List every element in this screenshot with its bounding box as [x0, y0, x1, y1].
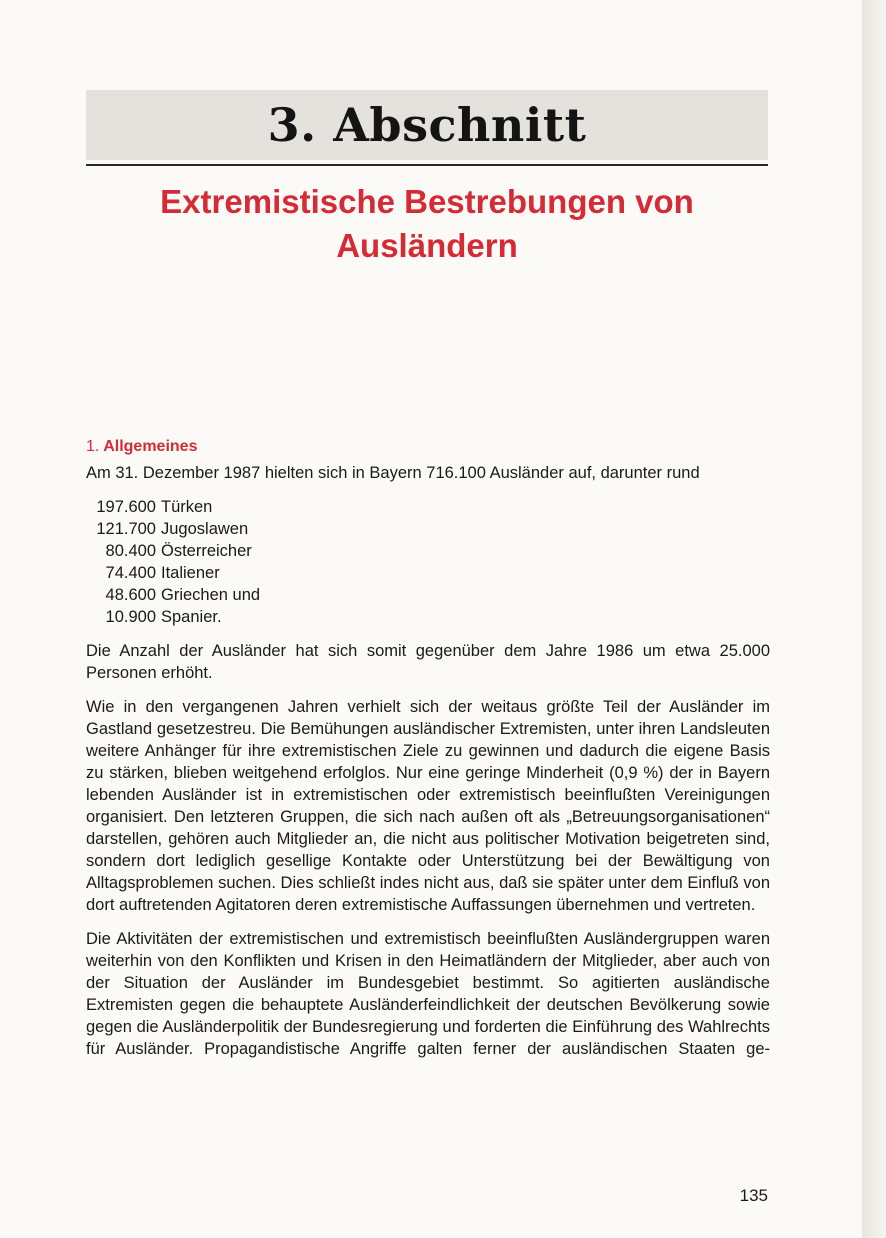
- paragraph-activities: Die Aktivitäten der extremistischen und extremistisch beeinflußten Ausländergruppen waren weiterhin von den Konflikten und Krisen in den Heimatländern der Mitglieder, aber auch von der Situation der Ausländer im Bundesgebiet bestimmt. So agitierten ausländische Extremisten gegen die behauptete Ausländerfeindlichkeit der deutschen Bevölkerung sowie gegen die Ausländerpolitik der Bundesregierung und forderten die Einführung des Wahlrechts für Ausländer. Propagandistische Angriffe galten ferner der ausländischen Staaten ge-: [86, 930, 770, 1058]
- title-rule: [86, 164, 768, 166]
- population-list: [86, 496, 770, 628]
- paragraph-extremist-minority: Wie in den vergangenen Jahren verhielt sich der weitaus größte Teil der Ausländer im Gastland gesetzestreu. Die Bemühungen ausländischer Extremisten, unter ihren Landsleuten weitere Anhänger für ihre extremistischen Ziele zu gewinnen und dadurch die eigene Basis zu stärken, blieben weitgehend erfolglos. Nur eine geringe Minderheit (0,9 %) der in Bayern lebenden Ausländer ist in extremistischen oder extremistisch beeinflußten Vereinigungen organisiert. Den letzteren Gruppen, die sich nach außen oft als „Betreuungsorganisationen“ darstellen, gehören auch Mitglieder an, die nicht aus politischer Motivation beigetreten sind, sondern dort lediglich gesellige Kontakte oder Unterstützung bei der Bewältigung von Alltagsproblemen suchen. Dies schließt indes nicht aus, daß sie später unter dem Einfluß von dort auftretenden Agitatoren deren extremistische Auffassungen übernehmen und vertreten.: [86, 698, 770, 914]
- population-row: [86, 496, 770, 518]
- population-group: Spanier.: [161, 608, 222, 626]
- population-group: Österreicher: [161, 542, 252, 560]
- subsection-heading: [86, 436, 770, 458]
- body-text: [86, 436, 770, 1072]
- paragraph-population-change: Die Anzahl der Ausländer hat sich somit gegenüber dem Jahre 1986 um etwa 25.000 Personen erhöht.: [86, 642, 770, 682]
- population-row: [86, 606, 770, 628]
- population-count: 121.700: [96, 520, 156, 538]
- page-edge-shadow: [862, 0, 886, 1238]
- population-group: Jugoslawen: [161, 520, 249, 538]
- subsection-number: 1.: [86, 438, 100, 455]
- section-title: 3. Abschnitt: [267, 98, 587, 152]
- population-group: Griechen und: [161, 586, 261, 604]
- chapter-title: [86, 180, 768, 268]
- population-row: [86, 584, 770, 606]
- population-row: [86, 562, 770, 584]
- intro-paragraph: Am 31. Dezember 1987 hielten sich in Bayern 716.100 Ausländer auf, darunter rund: [86, 464, 700, 482]
- population-count: 80.400: [105, 542, 156, 560]
- population-row: [86, 518, 770, 540]
- population-count: 10.900: [105, 608, 156, 626]
- page-number: 135: [739, 1186, 768, 1205]
- population-group: Türken: [161, 498, 213, 516]
- chapter-title-line-1: Extremistische Bestrebungen von: [160, 183, 694, 220]
- population-count: 197.600: [96, 498, 156, 516]
- population-group: Italiener: [161, 564, 220, 582]
- population-count: 74.400: [105, 564, 156, 582]
- chapter-title-line-2: Ausländern: [336, 227, 518, 264]
- population-count: 48.600: [105, 586, 156, 604]
- subsection-title: Allgemeines: [103, 438, 198, 455]
- population-row: [86, 540, 770, 562]
